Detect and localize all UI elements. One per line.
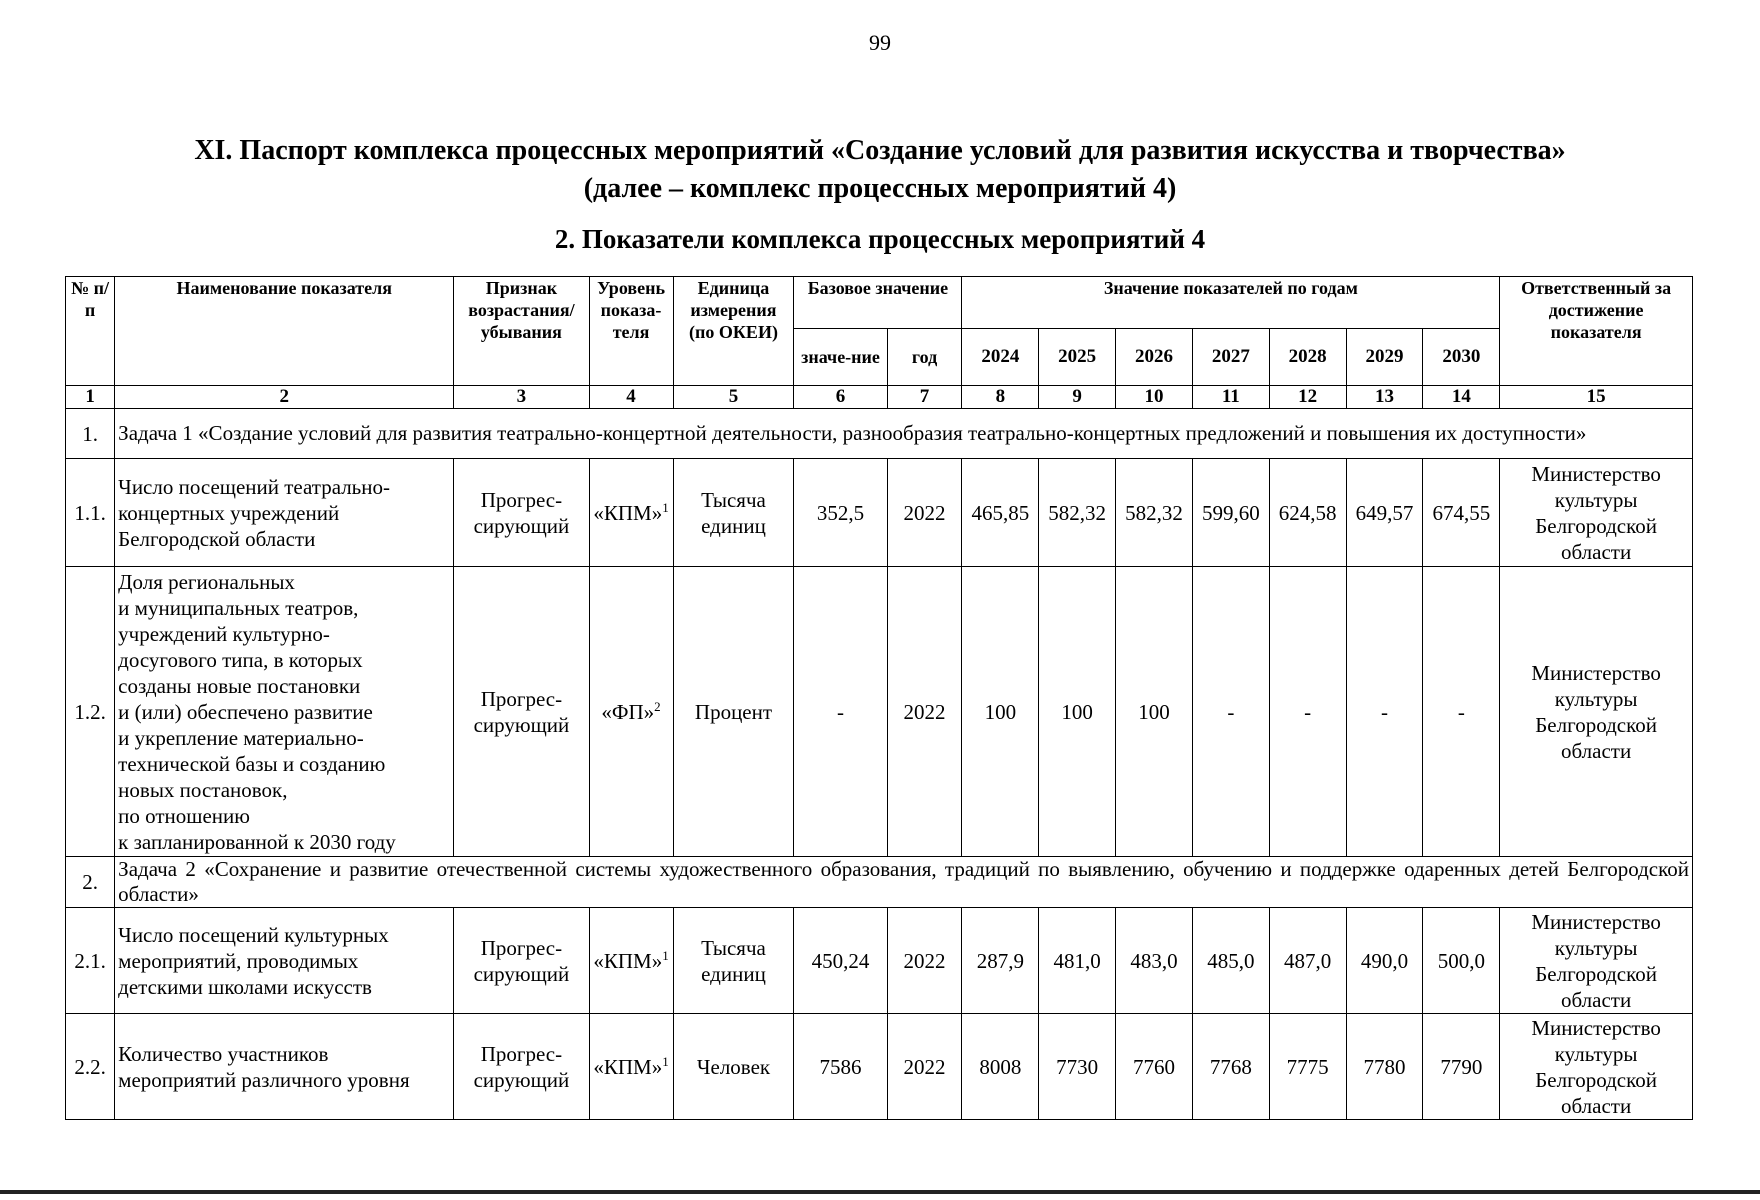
year-value: 481,0 [1039, 908, 1116, 1014]
indicator-trend: Прогрес-сирующий [454, 459, 589, 567]
year-value: 7730 [1039, 1014, 1116, 1120]
indicator-name [115, 567, 454, 857]
indicator-row [66, 908, 1693, 1014]
indicator-name-line: по отношению [118, 803, 250, 828]
year-value: 100 [962, 567, 1039, 857]
table-title: 2. Показатели комплекса процессных мероприятий 4 [554, 224, 1206, 254]
column-number: 10 [1116, 386, 1193, 409]
year-value: 7780 [1346, 1014, 1423, 1120]
column-number: 12 [1269, 386, 1346, 409]
year-value: 100 [1039, 567, 1116, 857]
indicators-table [65, 276, 1693, 1120]
base-value: - [794, 567, 887, 857]
year-value: - [1192, 567, 1269, 857]
indicator-name-line: созданы новые постановки [118, 673, 361, 698]
column-number: 14 [1423, 386, 1500, 409]
indicator-row [66, 459, 1693, 567]
year-value: 500,0 [1423, 908, 1500, 1014]
base-year: 2022 [887, 908, 962, 1014]
page-number: 99 [869, 30, 891, 55]
indicator-name-line: концертных учреждений [118, 500, 340, 525]
column-numbers-row [66, 386, 1693, 409]
indicator-trend: Прогрес-сирующий [454, 567, 589, 857]
indicator-responsible: Министерство культуры Белгородской области [1500, 567, 1693, 857]
indicator-unit: Человек [673, 1014, 794, 1120]
indicator-trend: Прогрес-сирующий [454, 1014, 589, 1120]
indicator-row [66, 567, 1693, 857]
indicator-number: 1.2. [66, 567, 115, 857]
column-number: 8 [962, 386, 1039, 409]
level-label: «КПМ» [593, 948, 663, 973]
indicator-responsible: Министерство культуры Белгородской области [1500, 908, 1693, 1014]
indicator-name-line: Количество участников [118, 1041, 329, 1066]
year-value: 483,0 [1116, 908, 1193, 1014]
column-number: 2 [115, 386, 454, 409]
year-value: 582,32 [1039, 459, 1116, 567]
year-value: 487,0 [1269, 908, 1346, 1014]
year-value: 624,58 [1269, 459, 1346, 567]
base-value: 450,24 [794, 908, 887, 1014]
header-year: 2026 [1116, 329, 1193, 386]
base-year: 2022 [887, 1014, 962, 1120]
column-number: 11 [1192, 386, 1269, 409]
level-label: «ФП» [601, 699, 655, 724]
section-title [120, 132, 1640, 208]
year-value: 599,60 [1192, 459, 1269, 567]
header-level: Уровень показа-теля [589, 277, 673, 386]
level-label: «КПМ» [593, 500, 663, 525]
indicator-number: 2.1. [66, 908, 115, 1014]
header-responsible: Ответственный за достижение показателя [1500, 277, 1693, 386]
year-value: 490,0 [1346, 908, 1423, 1014]
footnote-marker: 1 [662, 947, 669, 963]
header-base: Базовое значение [794, 277, 962, 329]
indicator-trend: Прогрес-сирующий [454, 908, 589, 1014]
section-title-line-2: (далее – комплекс процессных мероприятий 4) [583, 173, 1177, 204]
indicator-name-line: Доля региональных [118, 569, 295, 594]
column-number: 15 [1500, 386, 1693, 409]
year-value: 7775 [1269, 1014, 1346, 1120]
column-number: 13 [1346, 386, 1423, 409]
indicator-unit: Тысяча единиц [673, 908, 794, 1014]
indicator-name-line: новых постановок, [118, 777, 288, 802]
year-value: - [1346, 567, 1423, 857]
column-number: 6 [794, 386, 887, 409]
column-number: 1 [66, 386, 115, 409]
year-value: 485,0 [1192, 908, 1269, 1014]
year-value: 8008 [962, 1014, 1039, 1120]
year-value: - [1423, 567, 1500, 857]
column-number: 7 [887, 386, 962, 409]
task-row [66, 857, 1693, 908]
indicator-name-line: к запланированной к 2030 году [118, 829, 396, 854]
task-number: 1. [66, 409, 115, 459]
year-value: 7760 [1116, 1014, 1193, 1120]
indicator-name-line: и (или) обеспечено развитие [118, 699, 373, 724]
year-value: 649,57 [1346, 459, 1423, 567]
indicator-name-line: Число посещений театрально- [118, 474, 390, 499]
indicator-number: 2.2. [66, 1014, 115, 1120]
header-year: 2028 [1269, 329, 1346, 386]
header-year: 2029 [1346, 329, 1423, 386]
year-value: 287,9 [962, 908, 1039, 1014]
indicator-name-line: Число посещений культурных [118, 922, 389, 947]
indicator-unit: Тысяча единиц [673, 459, 794, 567]
column-number: 3 [454, 386, 589, 409]
task-row [66, 409, 1693, 459]
indicator-name-line: технической базы и созданию [118, 751, 386, 776]
year-value: 7768 [1192, 1014, 1269, 1120]
indicator-name [115, 908, 454, 1014]
base-year: 2022 [887, 567, 962, 857]
task-text: Задача 2 «Сохранение и развитие отечественной системы художественного образования, традиций по выявлению, обучению и поддержке одаренных детей Белгородской области» [115, 857, 1693, 908]
task-number: 2. [66, 857, 115, 908]
year-value: 7790 [1423, 1014, 1500, 1120]
header-base-year: год [887, 329, 962, 386]
year-value: 465,85 [962, 459, 1039, 567]
year-value: 582,32 [1116, 459, 1193, 567]
indicator-name-line: и муниципальных театров, [118, 595, 359, 620]
indicator-unit: Процент [673, 567, 794, 857]
base-value: 7586 [794, 1014, 887, 1120]
indicator-name-line: мероприятий, проводимых [118, 948, 359, 973]
column-number: 9 [1039, 386, 1116, 409]
indicator-row [66, 1014, 1693, 1120]
base-year: 2022 [887, 459, 962, 567]
indicator-level [589, 459, 673, 567]
year-value: - [1269, 567, 1346, 857]
level-label: «КПМ» [593, 1054, 663, 1079]
indicator-level [589, 908, 673, 1014]
header-unit: Единица измерения (по ОКЕИ) [673, 277, 794, 386]
header-name: Наименование показателя [115, 277, 454, 386]
header-year: 2030 [1423, 329, 1500, 386]
indicator-name-line: Белгородской области [118, 526, 316, 551]
header-num: № п/п [66, 277, 115, 386]
header-year: 2024 [962, 329, 1039, 386]
indicator-name [115, 1014, 454, 1120]
header-year: 2025 [1039, 329, 1116, 386]
column-number: 4 [589, 386, 673, 409]
section-title-line-1: XI. Паспорт комплекса процессных мероприятий «Создание условий для развития искусства и творчества» [194, 135, 1566, 166]
indicator-name-line: досугового типа, в которых [118, 647, 363, 672]
header-values-by-year: Значение показателей по годам [962, 277, 1500, 329]
indicator-name-line: мероприятий различного уровня [118, 1067, 410, 1092]
task-text: Задача 1 «Создание условий для развития театрально-концертной деятельности, разнообразия театрально-концертных предложений и повышения их доступности» [115, 409, 1693, 459]
header-year: 2027 [1192, 329, 1269, 386]
year-value: 674,55 [1423, 459, 1500, 567]
footnote-marker: 1 [662, 499, 669, 515]
indicator-responsible: Министерство культуры Белгородской области [1500, 459, 1693, 567]
bottom-divider [0, 1190, 1760, 1194]
indicator-name [115, 459, 454, 567]
footnote-marker: 1 [662, 1053, 669, 1069]
footnote-marker: 2 [654, 698, 661, 714]
indicator-level [589, 567, 673, 857]
indicator-name-line: учреждений культурно- [118, 621, 330, 646]
indicator-name-line: и укрепление материально- [118, 725, 364, 750]
header-base-value: значе-ние [794, 329, 887, 386]
column-number: 5 [673, 386, 794, 409]
year-value: 100 [1116, 567, 1193, 857]
indicator-name-line: детскими школами искусств [118, 974, 372, 999]
indicator-number: 1.1. [66, 459, 115, 567]
indicator-responsible: Министерство культуры Белгородской области [1500, 1014, 1693, 1120]
header-trend: Признак возрастания/ убывания [454, 277, 589, 386]
base-value: 352,5 [794, 459, 887, 567]
indicator-level [589, 1014, 673, 1120]
